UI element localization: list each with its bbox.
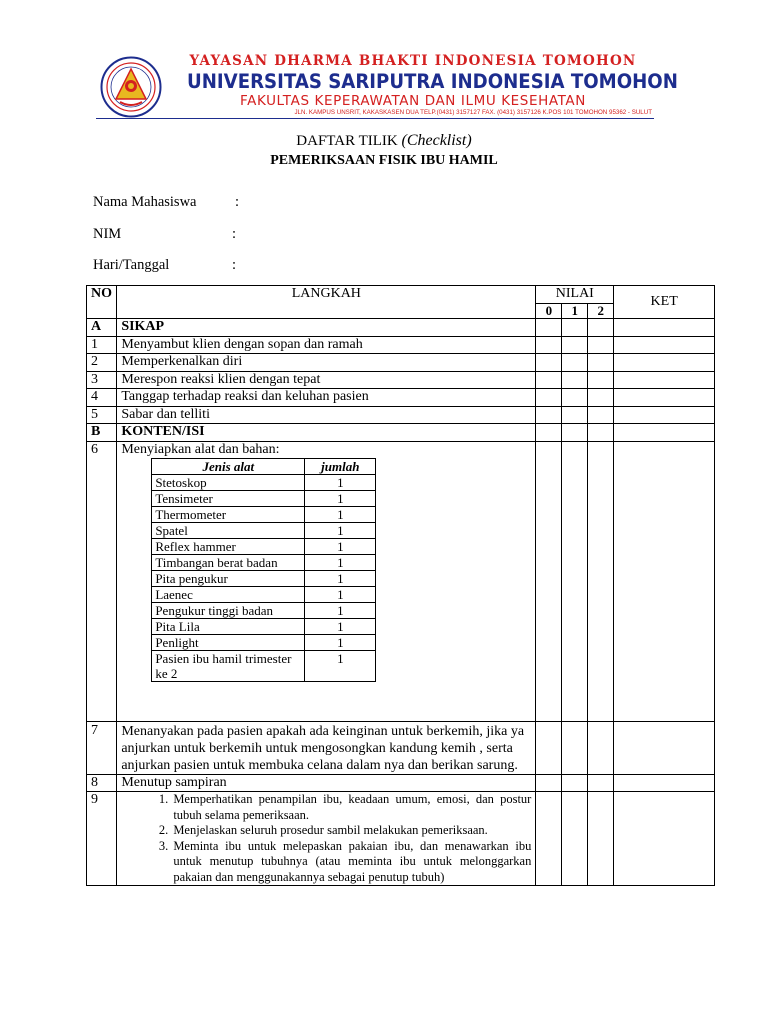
- score-cell[interactable]: [588, 721, 614, 774]
- tools-header-qty: jumlah: [305, 459, 376, 475]
- score-cell[interactable]: [562, 371, 588, 389]
- yayasan-name: YAYASAN DHARMA BHAKTI INDONESIA TOMOHON: [189, 53, 637, 69]
- score-cell[interactable]: [562, 424, 588, 442]
- section-title: KONTEN/ISI: [117, 424, 536, 442]
- header-score-1: 1: [562, 304, 588, 319]
- tool-row: [152, 539, 376, 555]
- letterhead-divider: [96, 118, 654, 119]
- row-step: Menyambut klien dengan sopan dan ramah: [117, 336, 536, 354]
- tool-qty: 1: [305, 555, 376, 571]
- field-hari-tanggal: [93, 256, 237, 274]
- ket-cell[interactable]: [614, 774, 715, 792]
- faculty-name: FAKULTAS KEPERAWATAN DAN ILMU KESEHATAN: [240, 93, 586, 109]
- section-row: [87, 424, 715, 442]
- row-no: 7: [87, 721, 117, 774]
- header-score-2: 2: [588, 304, 614, 319]
- table-row: [87, 354, 715, 372]
- score-cell[interactable]: [562, 336, 588, 354]
- tool-qty: 1: [305, 507, 376, 523]
- score-cell[interactable]: [588, 336, 614, 354]
- header-ket: KET: [614, 286, 715, 319]
- score-cell[interactable]: [588, 441, 614, 721]
- tool-qty: 1: [305, 635, 376, 651]
- tool-name: Stetoskop: [152, 475, 305, 491]
- university-logo-icon: [100, 56, 162, 118]
- tools-table: [151, 458, 376, 682]
- row-no: 1: [87, 336, 117, 354]
- score-cell[interactable]: [562, 721, 588, 774]
- tool-qty: 1: [305, 491, 376, 507]
- section-row: [87, 319, 715, 337]
- score-cell[interactable]: [562, 406, 588, 424]
- score-cell[interactable]: [588, 406, 614, 424]
- tool-qty: 1: [305, 651, 376, 682]
- tool-name: Timbangan berat badan: [152, 555, 305, 571]
- tool-name: Penlight: [152, 635, 305, 651]
- field-label: Nama Mahasiswa: [93, 194, 197, 210]
- row-step: Menanyakan pada pasien apakah ada keinginan untuk berkemih, jika ya anjurkan untuk berkemih untuk mengosongkan kandung kemih , serta anjurkan pasien untuk membuka celana dalam nya dan berikan sarung.: [117, 721, 536, 774]
- row-step: Tanggap terhadap reaksi dan keluhan pasien: [117, 389, 536, 407]
- ket-cell[interactable]: [614, 406, 715, 424]
- score-cell[interactable]: [588, 319, 614, 337]
- document-title: [0, 132, 768, 150]
- field-colon: :: [232, 226, 237, 242]
- field-colon: :: [235, 194, 240, 210]
- tool-name: Laenec: [152, 587, 305, 603]
- score-cell[interactable]: [588, 424, 614, 442]
- score-cell[interactable]: [588, 389, 614, 407]
- score-cell[interactable]: [536, 792, 562, 886]
- ket-cell[interactable]: [614, 336, 715, 354]
- tools-header-name: Jenis alat: [152, 459, 305, 475]
- table-row: [87, 406, 715, 424]
- header-langkah: LANGKAH: [117, 286, 536, 319]
- title-main: DAFTAR TILIK: [296, 133, 398, 149]
- score-cell[interactable]: [536, 424, 562, 442]
- row6-text: Menyiapkan alat dan bahan:: [121, 441, 280, 457]
- tool-row: [152, 555, 376, 571]
- title-italic: (Checklist): [401, 132, 472, 149]
- ket-cell[interactable]: [614, 792, 715, 886]
- list-item: 2. Menjelaskan seluruh prosedur sambil melakukan pemeriksaan.: [171, 823, 531, 839]
- tool-name: Pengukur tinggi badan: [152, 603, 305, 619]
- tool-row: [152, 603, 376, 619]
- score-cell[interactable]: [562, 441, 588, 721]
- row-step: Memperkenalkan diri: [117, 354, 536, 372]
- score-cell[interactable]: [588, 354, 614, 372]
- field-nama: [93, 193, 240, 211]
- tool-row: [152, 571, 376, 587]
- table-row: [87, 792, 715, 886]
- tool-name: Thermometer: [152, 507, 305, 523]
- score-cell[interactable]: [588, 792, 614, 886]
- table-row: [87, 371, 715, 389]
- score-cell[interactable]: [536, 389, 562, 407]
- letterhead: [96, 52, 678, 118]
- tool-row: [152, 651, 376, 682]
- score-cell[interactable]: [562, 792, 588, 886]
- field-colon: :: [232, 257, 237, 273]
- tool-qty: 1: [305, 587, 376, 603]
- tool-qty: 1: [305, 619, 376, 635]
- tool-name: Reflex hammer: [152, 539, 305, 555]
- tool-row: [152, 635, 376, 651]
- header-no: NO: [87, 286, 117, 319]
- tool-row: [152, 619, 376, 635]
- ket-cell[interactable]: [614, 354, 715, 372]
- tool-name: Pita Lila: [152, 619, 305, 635]
- list-item: 1. Memperhatikan penampilan ibu, keadaan umum, emosi, dan postur tubuh selama pemeriksaan.: [171, 792, 531, 823]
- header-score-0: 0: [536, 304, 562, 319]
- address-line: JLN. KAMPUS UNSRIT, KAKASKASEN DUA TELP.(0431) 3157127 FAX. (0431) 3157126 K.POS 101 TOMOHON 95362 - SULUT: [294, 109, 652, 116]
- row-no: 2: [87, 354, 117, 372]
- table-row: [87, 336, 715, 354]
- score-cell[interactable]: [536, 441, 562, 721]
- row-step: [117, 441, 536, 721]
- ket-cell[interactable]: [614, 441, 715, 721]
- tool-qty: 1: [305, 571, 376, 587]
- score-cell[interactable]: [588, 371, 614, 389]
- row-no: 4: [87, 389, 117, 407]
- tool-row: [152, 507, 376, 523]
- score-cell[interactable]: [536, 319, 562, 337]
- header-nilai: NILAI: [536, 286, 614, 304]
- table-row: [87, 389, 715, 407]
- tool-qty: 1: [305, 539, 376, 555]
- field-label: Hari/Tanggal: [93, 257, 170, 273]
- ket-cell[interactable]: [614, 319, 715, 337]
- row-step: Sabar dan telliti: [117, 406, 536, 424]
- score-cell[interactable]: [562, 774, 588, 792]
- field-nim: [93, 225, 237, 243]
- row-no: 6: [87, 441, 117, 721]
- row-step: Merespon reaksi klien dengan tepat: [117, 371, 536, 389]
- tool-row: [152, 491, 376, 507]
- document-subtitle: PEMERIKSAAN FISIK IBU HAMIL: [270, 153, 498, 168]
- row-no: 3: [87, 371, 117, 389]
- table-row: [87, 441, 715, 721]
- score-cell[interactable]: [536, 406, 562, 424]
- tool-row: [152, 587, 376, 603]
- score-cell[interactable]: [536, 371, 562, 389]
- section-no: B: [87, 424, 117, 442]
- tool-qty: 1: [305, 603, 376, 619]
- tool-name: Pita pengukur: [152, 571, 305, 587]
- tool-name: Pasien ibu hamil trimester ke 2: [152, 651, 305, 682]
- score-cell[interactable]: [562, 354, 588, 372]
- tool-name: Tensimeter: [152, 491, 305, 507]
- ket-cell[interactable]: [614, 424, 715, 442]
- checklist-table: [86, 285, 715, 886]
- section-no: A: [87, 319, 117, 337]
- row-step: [117, 792, 536, 886]
- row-no: 5: [87, 406, 117, 424]
- row9-list: [121, 792, 531, 885]
- score-cell[interactable]: [562, 389, 588, 407]
- university-name: UNIVERSITAS SARIPUTRA INDONESIA TOMOHON: [187, 70, 678, 93]
- field-label: NIM: [93, 226, 122, 242]
- section-title: SIKAP: [117, 319, 536, 337]
- row-no: 8: [87, 774, 117, 792]
- tool-qty: 1: [305, 475, 376, 491]
- table-row: [87, 774, 715, 792]
- ket-cell[interactable]: [614, 721, 715, 774]
- score-cell[interactable]: [536, 721, 562, 774]
- score-cell[interactable]: [536, 774, 562, 792]
- tool-row: [152, 523, 376, 539]
- row-no: 9: [87, 792, 117, 886]
- ket-cell[interactable]: [614, 371, 715, 389]
- score-cell[interactable]: [562, 319, 588, 337]
- tool-row: [152, 475, 376, 491]
- ket-cell[interactable]: [614, 389, 715, 407]
- score-cell[interactable]: [536, 336, 562, 354]
- score-cell[interactable]: [536, 354, 562, 372]
- table-row: [87, 721, 715, 774]
- row-step: Menutup sampiran: [117, 774, 536, 792]
- tool-qty: 1: [305, 523, 376, 539]
- tool-name: Spatel: [152, 523, 305, 539]
- list-item: 3. Meminta ibu untuk melepaskan pakaian ibu, dan menawarkan ibu untuk menutup tubuhnya (atau meminta ibu untuk melonggarkan pakaian dan menggunakannya sebagai penutup tubuh): [171, 839, 531, 886]
- score-cell[interactable]: [588, 774, 614, 792]
